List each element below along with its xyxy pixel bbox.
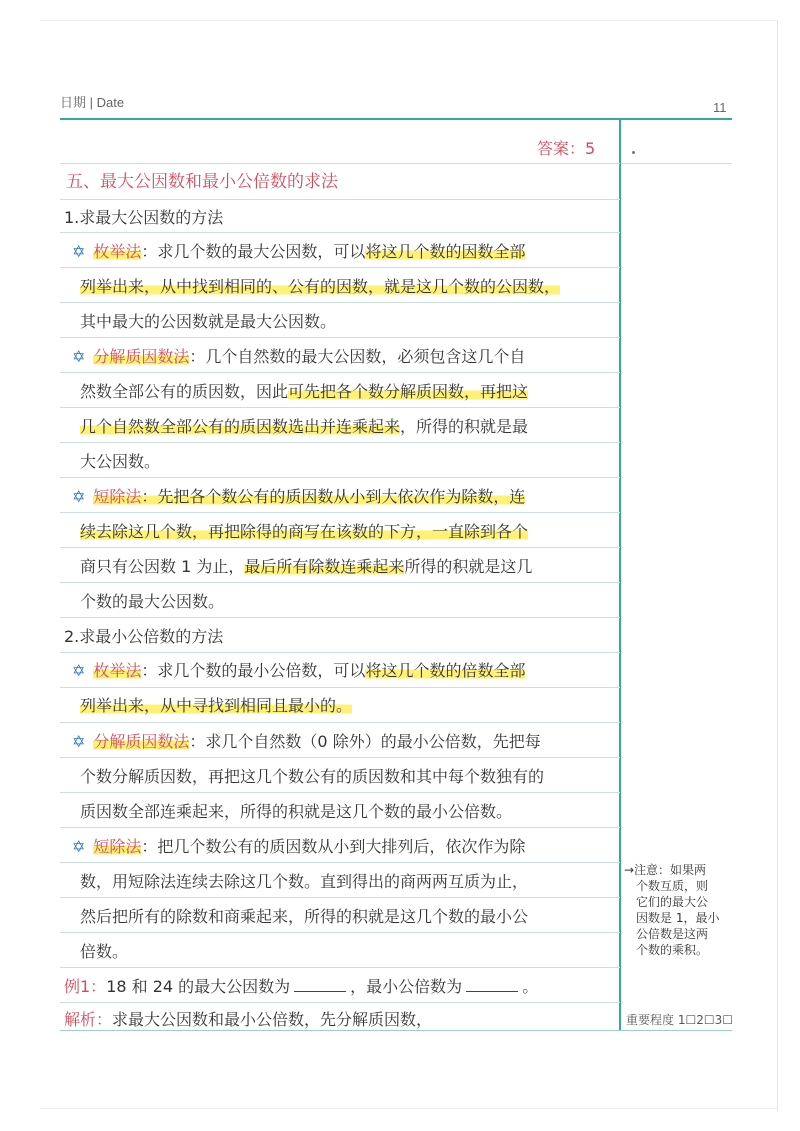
note-line: 它们的最大公 — [636, 895, 709, 909]
highlight-text: 列举出来，从中找到相同的、公有的因数，就是这几个数的公因数， — [80, 277, 561, 296]
star-icon: ✡ — [72, 242, 86, 261]
highlight-text: ：先把各个数公有的质因数从小到大依次作为除数，连 — [141, 487, 526, 506]
text: ，所得的积就是最 — [400, 417, 529, 436]
answer-text: 答案：5 — [537, 139, 596, 158]
margin-dot — [632, 151, 635, 154]
text: 所得的积就是这几 — [404, 557, 533, 576]
gcd-enum-line-1 — [72, 240, 525, 264]
highlight-text: 续去除这几个数，再把除得的商写在该数的下方，一直除到各个 — [80, 522, 529, 541]
example-label: 例1： — [64, 977, 107, 996]
highlight-text: 将这几个数的因数全部 — [365, 242, 526, 261]
side-note — [624, 862, 734, 958]
text: ：求几个数的最大公因数，可以 — [141, 242, 366, 261]
page-edge-right — [777, 20, 778, 1111]
side-rule — [621, 163, 732, 164]
highlight-text: 可先把各个数分解质因数，再把这 — [288, 382, 529, 401]
lcm-short-line-1 — [72, 835, 525, 859]
note-line: 因数是 1，最小 — [636, 911, 720, 925]
gcd-short-line-2 — [80, 520, 528, 544]
method-name: 分解质因数法 — [93, 732, 190, 751]
highlight-text: 几个自然数全部公有的质因数选出并连乘起来 — [80, 417, 401, 436]
note-line: 个数互质，则 — [636, 879, 709, 893]
answer-blank — [466, 977, 518, 992]
text: 商只有公因数 1 为止， — [80, 557, 245, 576]
lcm-enum-line-1 — [72, 659, 525, 683]
text: ，最小公倍数为 — [350, 977, 463, 996]
method-name: 枚举法 — [93, 661, 142, 680]
date-label: 日期 | Date — [60, 95, 125, 110]
note-line: 公倍数是这两 — [636, 927, 709, 941]
highlight-text: 列举出来，从中寻找到相同且最小的。 — [80, 696, 353, 715]
analysis-label: 解析： — [64, 1010, 113, 1029]
part2-heading: 2.求最小公倍数的方法 — [64, 627, 224, 646]
text: ：几个自然数的最大公因数，必须包含这几个自 — [189, 347, 526, 366]
method-name: 分解质因数法 — [93, 347, 190, 366]
gcd-factor-line-1 — [72, 345, 525, 369]
gcd-short-line-1 — [72, 485, 525, 509]
gcd-factor-line-2 — [80, 380, 528, 404]
gcd-enum-line-2 — [80, 275, 560, 299]
gcd-factor-line-4: 大公因数。 — [80, 452, 161, 471]
gcd-short-line-3 — [80, 555, 532, 579]
highlight-text: 将这几个数的倍数全部 — [365, 661, 526, 680]
text: ：求几个数的最小公倍数，可以 — [141, 661, 366, 680]
lcm-enum-line-2 — [80, 694, 352, 718]
method-name: 短除法 — [93, 837, 142, 856]
page-number: 11 — [713, 100, 727, 115]
highlight-text: 最后所有除数连乘起来 — [244, 557, 405, 576]
method-name: 短除法 — [93, 487, 142, 506]
lcm-short-line-2: 数，用短除法连续去除这几个数。直到得出的商两两互质为止， — [80, 872, 529, 891]
example-line — [64, 975, 538, 999]
lcm-factor-line-3: 质因数全部连乘起来，所得的积就是这几个数的最小公倍数。 — [80, 802, 513, 821]
star-icon: ✡ — [72, 732, 86, 751]
star-icon: ✡ — [72, 837, 86, 856]
star-icon: ✡ — [72, 487, 86, 506]
text: 然数全部公有的质因数，因此 — [80, 382, 289, 401]
text: 18 和 24 的最大公因数为 — [106, 977, 291, 996]
text: ：把几个数公有的质因数从小到大排列后，依次作为除 — [141, 837, 526, 856]
gcd-short-line-4: 个数的最大公因数。 — [80, 592, 225, 611]
text: 。 — [522, 977, 539, 996]
analysis-line — [64, 1008, 432, 1032]
lcm-short-line-4: 倍数。 — [80, 942, 129, 961]
answer-blank — [294, 977, 346, 992]
star-icon: ✡ — [72, 661, 86, 680]
text: 求最大公因数和最小公倍数，先分解质因数， — [112, 1010, 433, 1029]
gcd-enum-line-3: 其中最大的公因数就是最大公因数。 — [80, 312, 337, 331]
note-line: →注意：如果两 — [624, 863, 707, 877]
star-icon: ✡ — [72, 347, 86, 366]
lcm-factor-line-1 — [72, 730, 541, 754]
text: ：求几个自然数（0 除外）的最小公倍数，先把每 — [189, 732, 541, 751]
section-title: 五、最大公因数和最小公倍数的求法 — [66, 172, 338, 192]
note-line: 个数的乘积。 — [636, 943, 709, 957]
method-name: 枚举法 — [93, 242, 142, 261]
lcm-factor-line-2: 个数分解质因数，再把这几个数公有的质因数和其中每个数独有的 — [80, 767, 545, 786]
part1-heading: 1.求最大公因数的方法 — [64, 208, 224, 227]
gcd-factor-line-3 — [80, 415, 528, 439]
importance-rating: 重要程度 1☐2☐3☐ — [626, 1013, 733, 1027]
lcm-short-line-3: 然后把所有的除数和商乘起来，所得的积就是这几个数的最小公 — [80, 907, 529, 926]
